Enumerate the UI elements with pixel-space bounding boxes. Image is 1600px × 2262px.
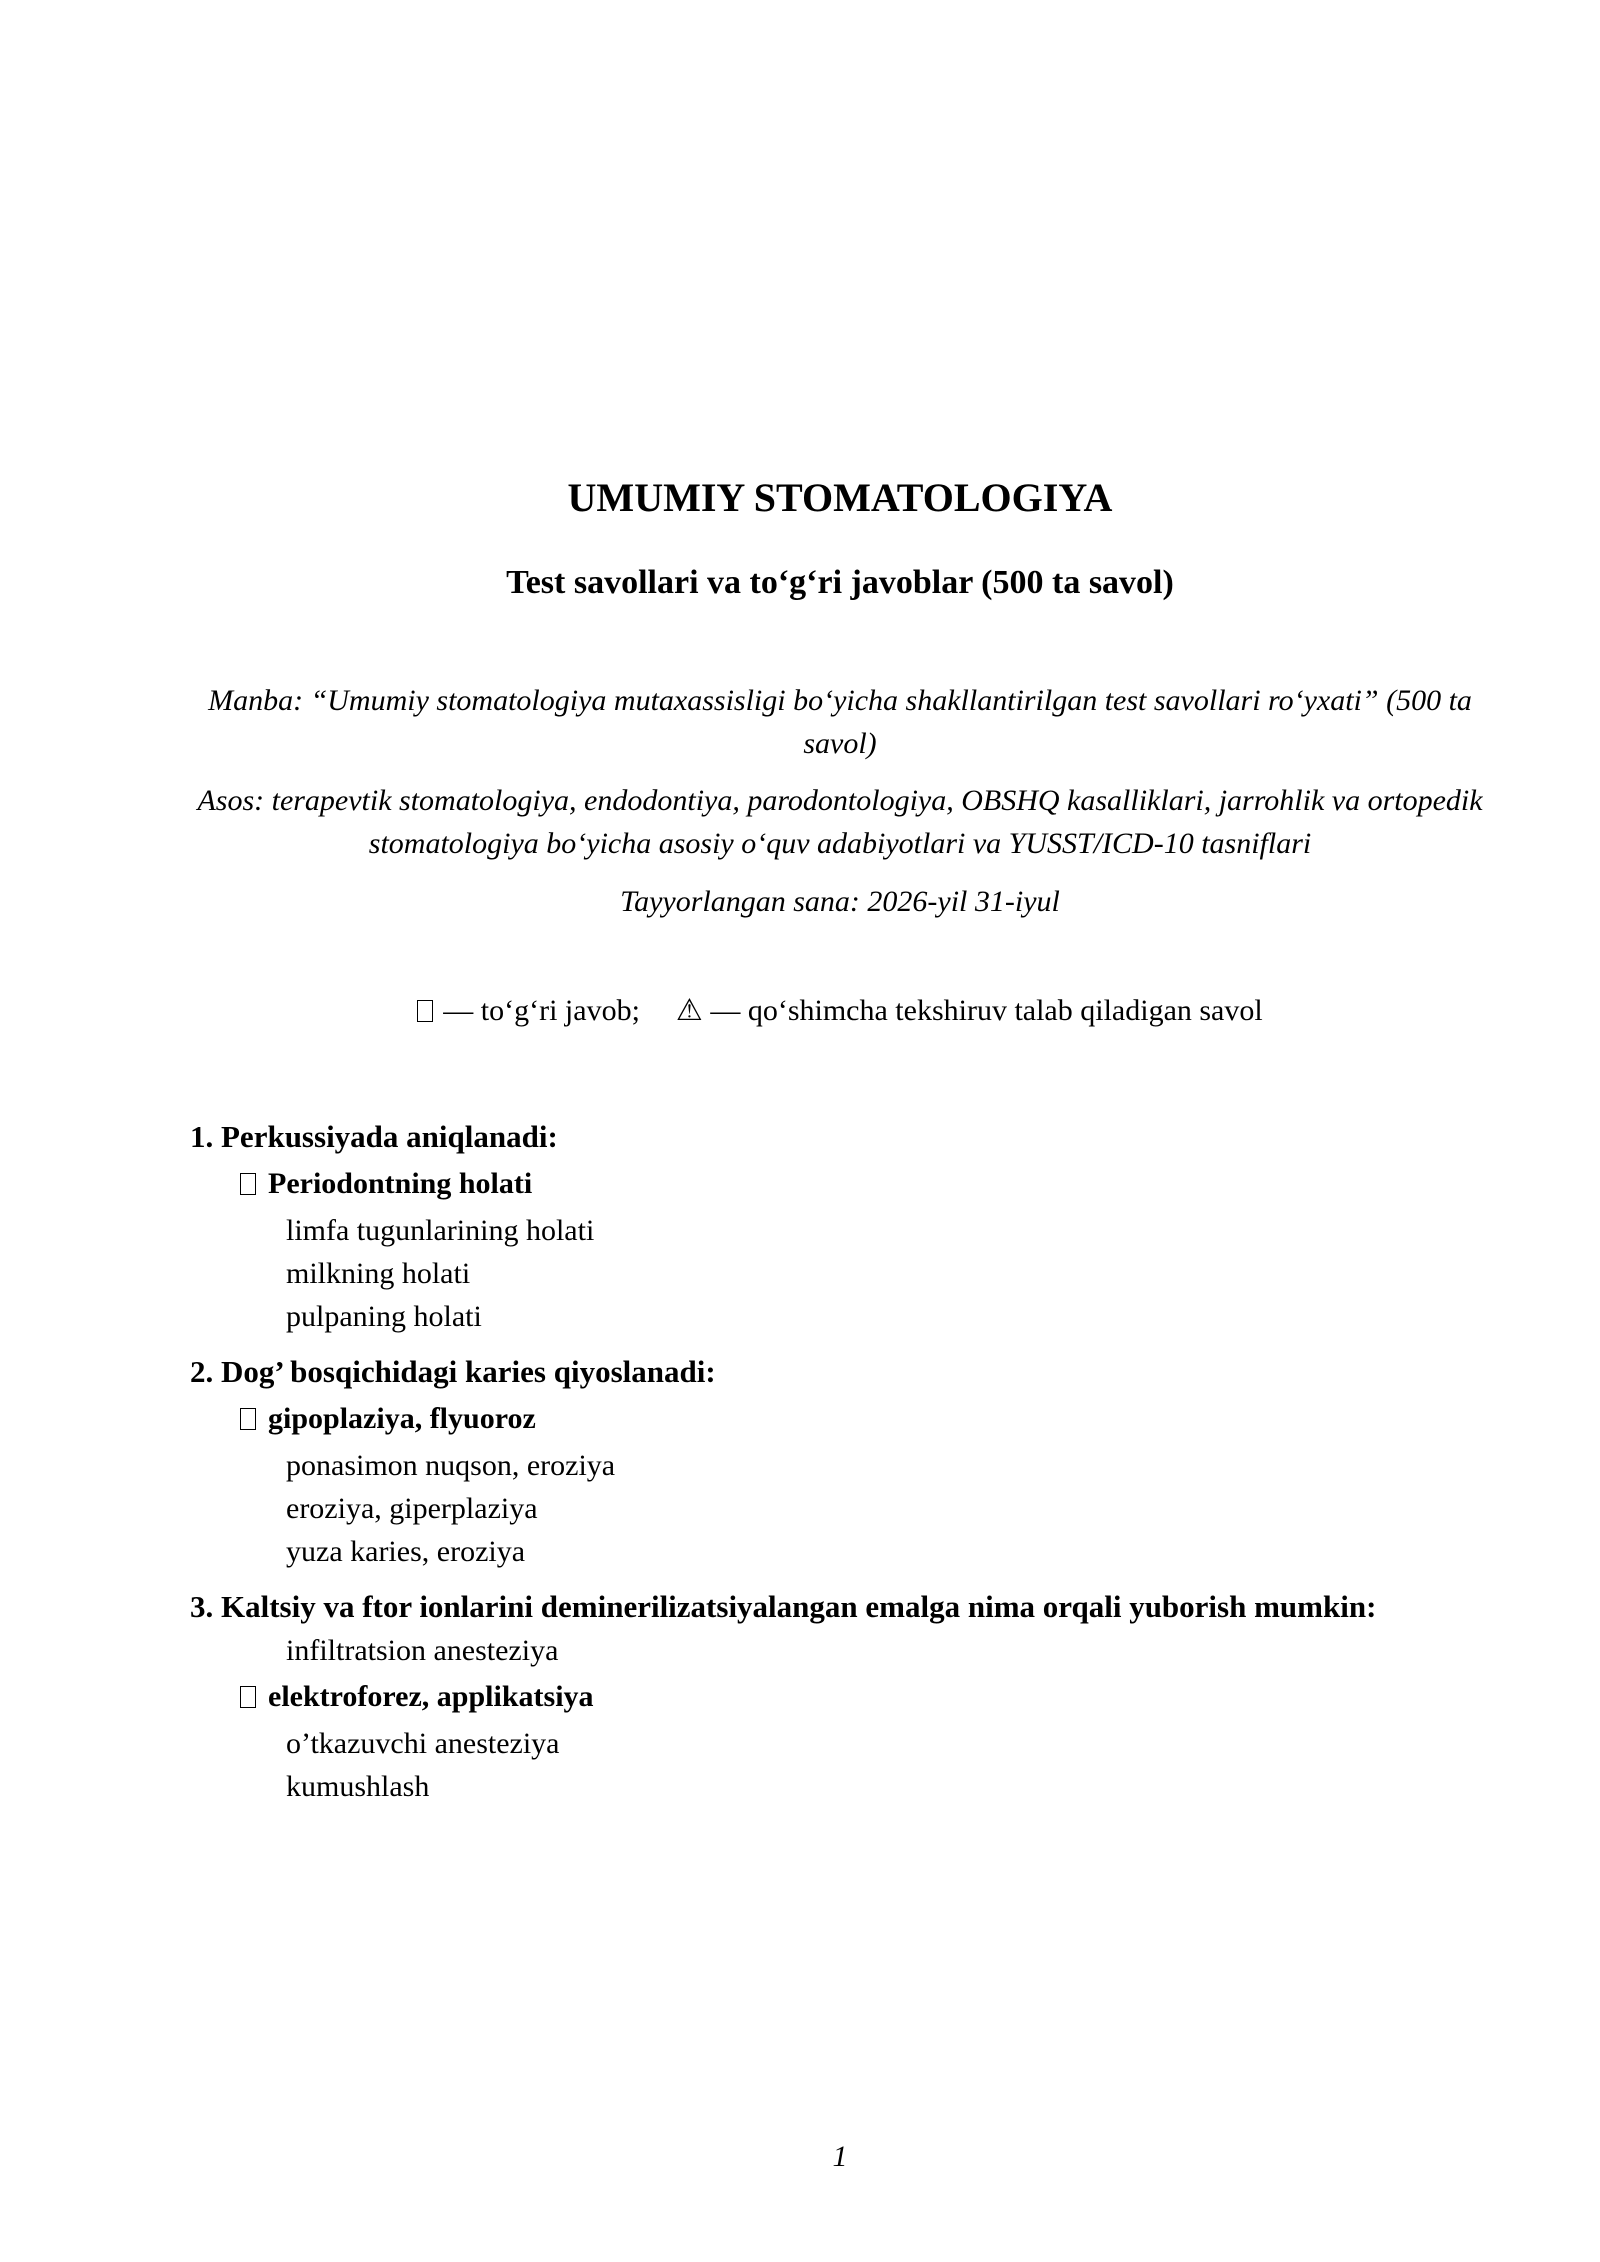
- answer-text: o’tkazuvchi anesteziya: [286, 1727, 560, 1760]
- answer-text: gipoplaziya, flyuoroz: [268, 1402, 536, 1435]
- answer-text: elektroforez, applikatsiya: [268, 1680, 594, 1713]
- checkbox-icon: [417, 1000, 433, 1022]
- legend-correct-label: — to‘g‘ri javob;: [443, 994, 640, 1027]
- correct-answer: [190, 1159, 1510, 1209]
- answer-option: [190, 1530, 1510, 1573]
- warning-icon: ⚠: [675, 994, 703, 1027]
- page-number: 1: [832, 2140, 848, 2173]
- correct-answer: [190, 1394, 1510, 1444]
- document-title: UMUMIY STOMATOLOGIYA: [567, 475, 1113, 520]
- answer-text: ponasimon nuqson, eroziya: [286, 1449, 616, 1482]
- answer-option: [190, 1629, 1510, 1672]
- question-title: 3. Kaltsiy va ftor ionlarini deminerilizatsiyalangan emalga nima orqali yuborish mumkin:: [190, 1589, 1377, 1624]
- correct-answer: [190, 1672, 1510, 1722]
- document-subtitle: Test savollari va to‘g‘ri javoblar (500 ta savol): [506, 564, 1174, 601]
- answer-text: eroziya, giperplaziya: [286, 1492, 538, 1525]
- question-title: 1. Perkussiyada aniqlanadi:: [190, 1119, 558, 1154]
- answer-option: [190, 1765, 1510, 1808]
- answer-text: yuza karies, eroziya: [286, 1535, 526, 1568]
- answer-text: limfa tugunlarining holati: [286, 1214, 595, 1247]
- answer-text: pulpaning holati: [286, 1300, 482, 1333]
- legend-warning-label: — qo‘shimcha tekshiruv talab qiladigan savol: [710, 994, 1263, 1027]
- answer-option: [190, 1252, 1510, 1295]
- answer-option: [190, 1444, 1510, 1487]
- legend: [0, 993, 1600, 1028]
- answer-option: [190, 1487, 1510, 1530]
- source-note: Manba: “Umumiy stomatologiya mutaxassisligi bo‘yicha shakllantirilgan test savollari ro‘yxati” (500 ta savol): [208, 684, 1472, 760]
- answer-option: [190, 1209, 1510, 1252]
- answer-text: milkning holati: [286, 1257, 471, 1290]
- checkbox-icon: [240, 1408, 256, 1430]
- checkbox-icon: [240, 1173, 256, 1195]
- prepared-date: Tayyorlangan sana: 2026-yil 31-iyul: [620, 885, 1060, 918]
- basis-note: Asos: terapevtik stomatologiya, endodontiya, parodontologiya, OBSHQ kasalliklari, jarrohlik va ortopedik stomatologiya bo‘yicha asosiy o‘quv adabiyotlari va YUSST/ICD-10 tasniflari: [197, 784, 1483, 860]
- question-block: [190, 1350, 1510, 1573]
- question-block: [190, 1585, 1510, 1808]
- answer-text: kumushlash: [286, 1770, 430, 1803]
- answer-option: [190, 1722, 1510, 1765]
- answer-option: [190, 1295, 1510, 1338]
- question-list: [190, 1115, 1510, 1820]
- question-block: [190, 1115, 1510, 1338]
- question-title: 2. Dog’ bosqichidagi karies qiyoslanadi:: [190, 1354, 716, 1389]
- answer-text: Periodontning holati: [268, 1167, 533, 1200]
- checkbox-icon: [240, 1686, 256, 1708]
- answer-text: infiltratsion anesteziya: [286, 1634, 559, 1667]
